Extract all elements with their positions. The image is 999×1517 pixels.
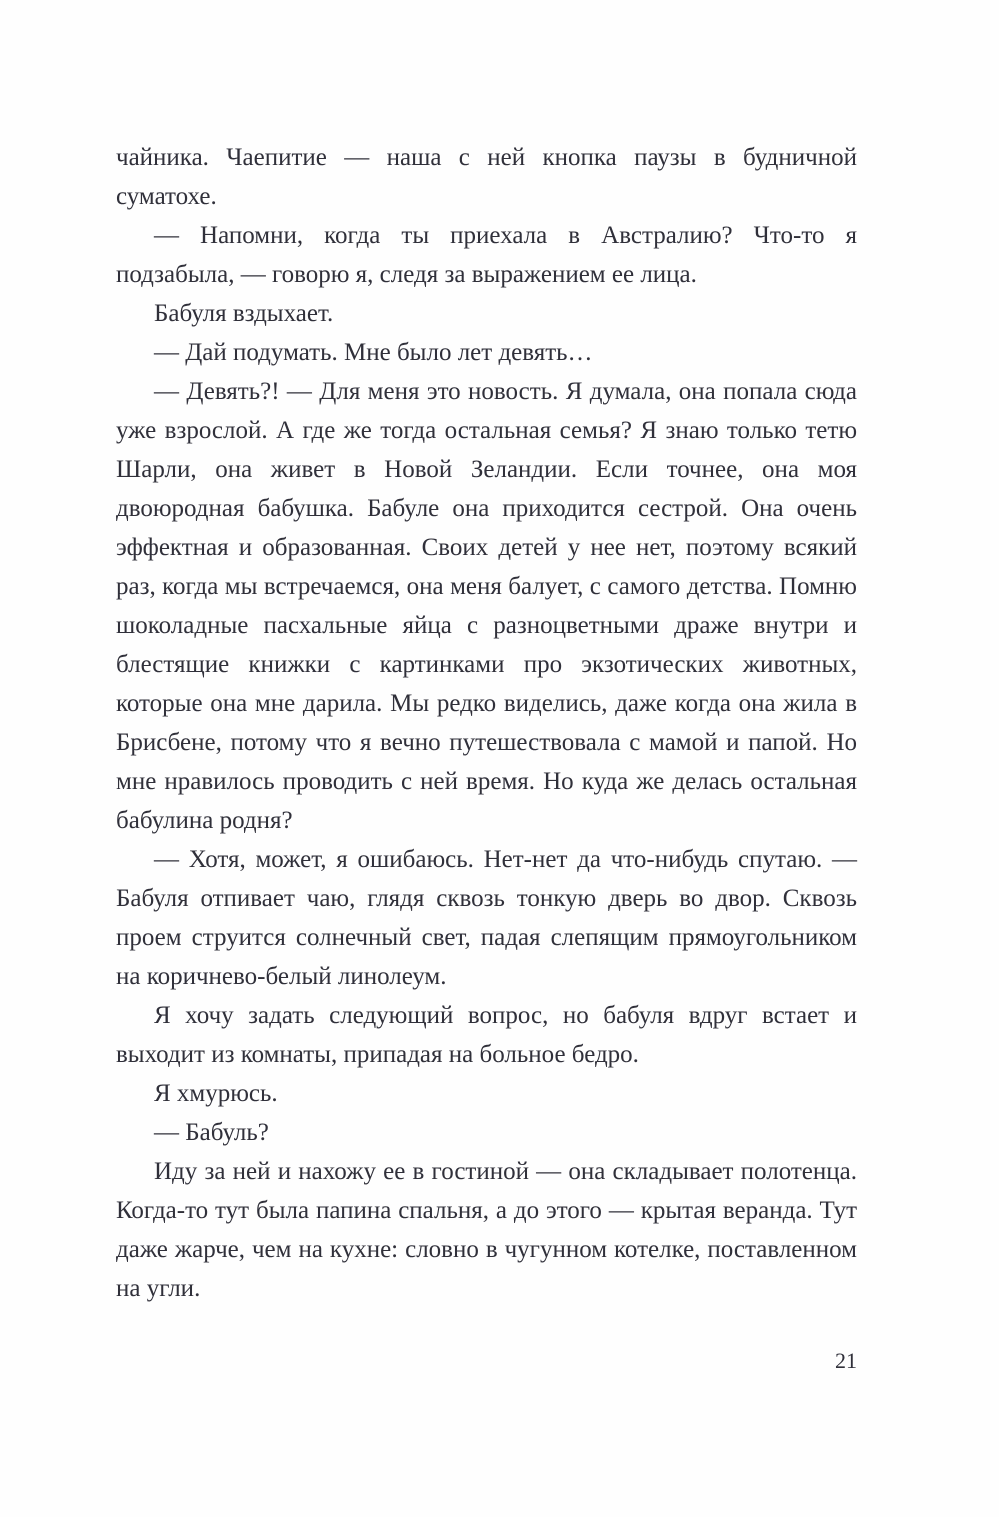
paragraph-6: — Хотя, может, я ошибаюсь. Нет-нет да что-нибудь спутаю. — Бабуля отпивает чаю, глядя сквозь тонкую дверь во двор. Сквозь проем струится солнечный свет, падая слепящим прямоугольником на коричнево-белый линолеум. [116,846,857,990]
text-block [116,138,857,1308]
paragraph-3: Бабуля вздыхает. [154,300,334,327]
paragraph-1: чайника. Чаепитие — наша с ней кнопка паузы в будничной суматохе. [116,144,857,210]
paragraph-5: — Девять?! — Для меня это новость. Я думала, она попала сюда уже взрослой. А где же тогда остальная семья? Я знаю только тетю Шарли, она живет в Новой Зеландии. Если точнее, она моя двоюродная бабушка. Бабуле она приходится сестрой. Она очень эффектная и образованная. Своих детей у нее нет, поэтому всякий раз, когда мы встречаемся, она меня балует, с самого детства. Помню шоколадные пасхальные яйца с разноцветными драже внутри и блестящие книжки с картинками про экзотических животных, которые она мне дарила. Мы редко виделись, даже когда она жила в Брисбене, потому что я вечно путешествовала с мамой и папой. Но мне нравилось проводить с ней время. Но куда же делась остальная бабулина родня? [116,378,857,834]
page-number: 21 [835,1348,857,1373]
paragraph-10: Иду за ней и нахожу ее в гостиной — она складывает полотенца. Когда-то тут была папина спальня, а до этого — крытая веранда. Тут даже жарче, чем на кухне: словно в чугунном котелке, поставленном на угли. [116,1158,857,1302]
paragraph-4: — Дай подумать. Мне было лет девять… [154,339,593,366]
paragraph-9: — Бабуль? [154,1119,269,1146]
paragraph-2: — Напомни, когда ты приехала в Австралию? Что-то я подзабыла, — говорю я, следя за выражением ее лица. [116,222,857,288]
paragraph-7: Я хочу задать следующий вопрос, но бабуля вдруг встает и выходит из комнаты, припадая на больное бедро. [116,1002,857,1068]
paragraph-8: Я хмурюсь. [154,1080,278,1107]
